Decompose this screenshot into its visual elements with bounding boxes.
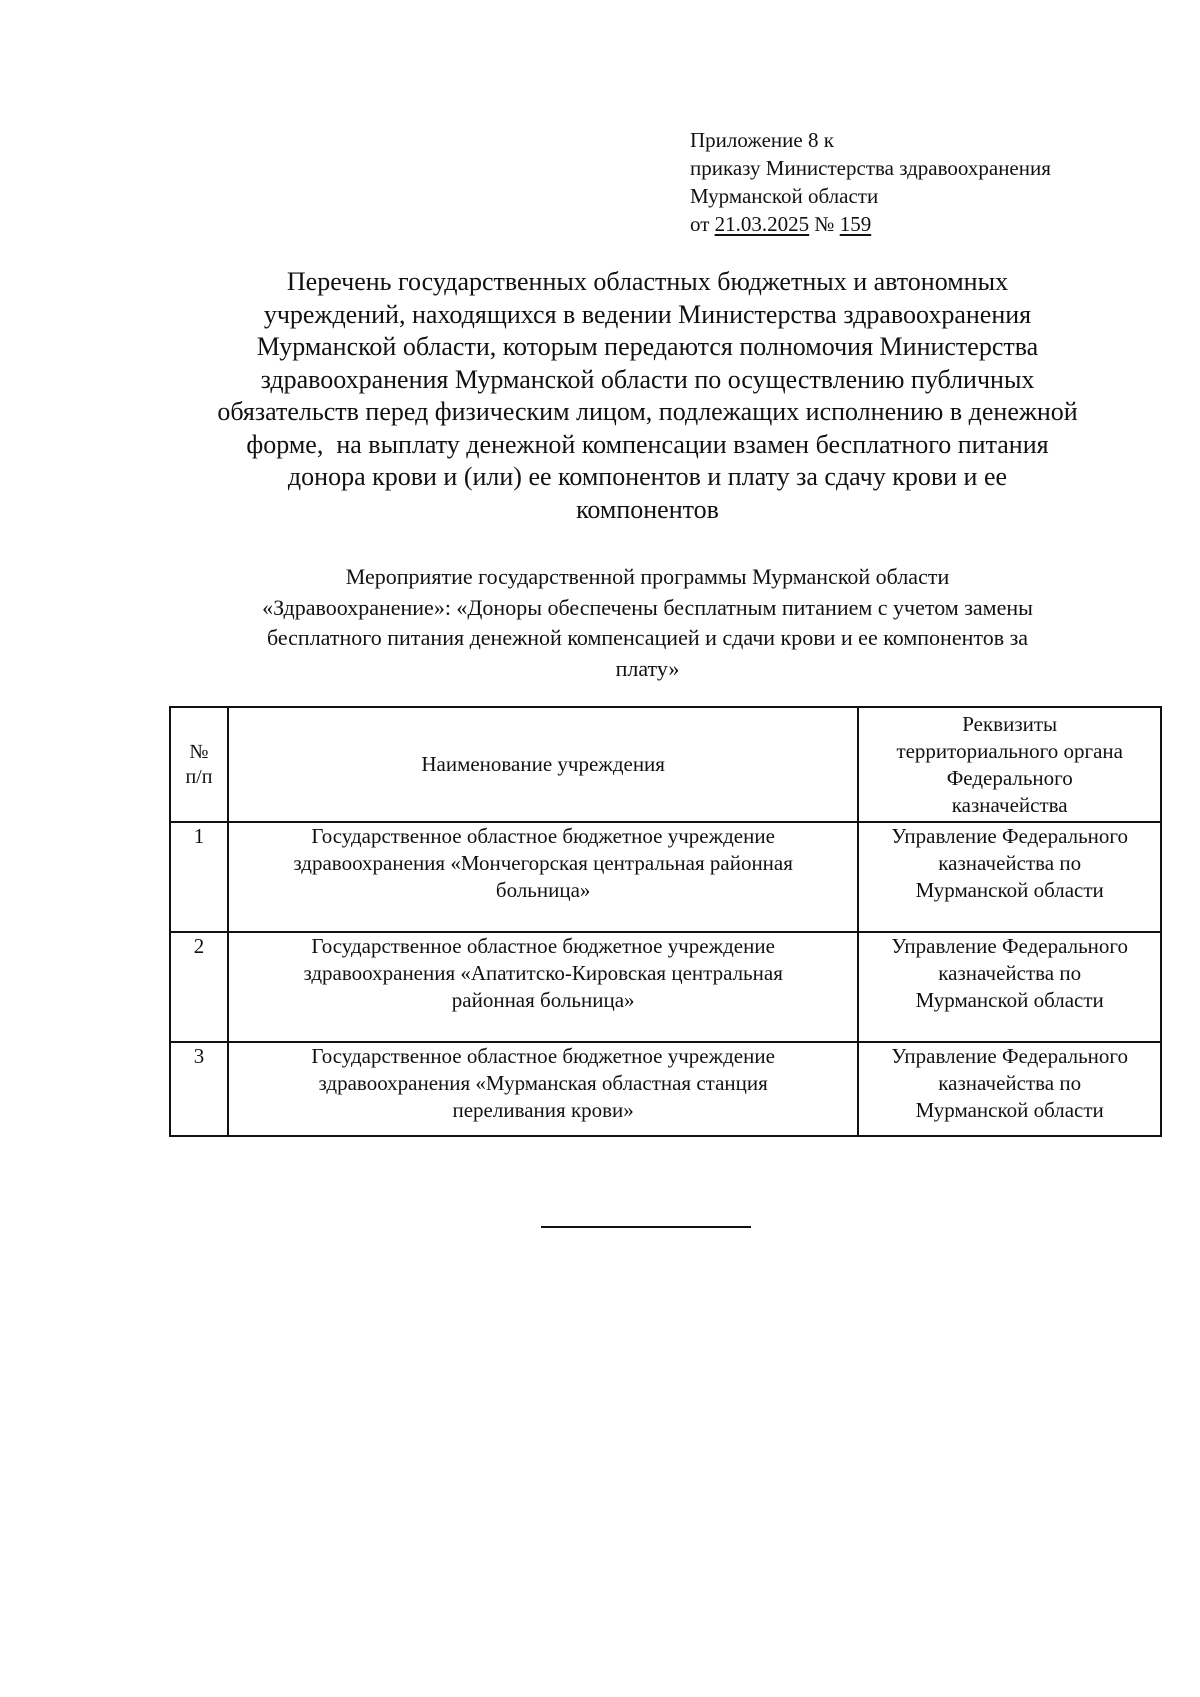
row-institution-name <box>228 1042 859 1136</box>
req-line: казначейства по <box>938 851 1082 875</box>
title-line: здравоохранения Мурманской области по осуществлению публичных <box>260 364 1035 394</box>
header-req-line: Реквизиты <box>962 711 1058 736</box>
req-line: Управление Федерального <box>891 824 1128 848</box>
event-line: «Здравоохранение»: «Доноры обеспечены бесплатным питанием с учетом замены <box>262 594 1033 620</box>
name-line: Государственное областное бюджетное учреждение <box>311 934 775 958</box>
row-institution-name <box>228 932 859 1042</box>
name-line: переливания крови» <box>452 1098 634 1122</box>
order-number: 159 <box>839 212 872 236</box>
appendix-from-prefix: от <box>690 212 710 236</box>
event-line: бесплатного питания денежной компенсацией и сдачи крови и ее компонентов за <box>266 625 1029 650</box>
header-req-line: казначейства <box>951 792 1068 817</box>
row-number: 1 <box>170 822 228 932</box>
title-line: Перечень государственных областных бюджетных и автономных <box>286 267 1009 296</box>
row-treasury-requisites <box>858 822 1161 932</box>
req-line: Мурманской области <box>915 988 1104 1012</box>
name-line: районная больница» <box>451 988 635 1012</box>
req-line: Мурманской области <box>915 878 1104 902</box>
title-line: форме, на выплату денежной компенсации взамен бесплатного питания <box>246 429 1049 459</box>
row-institution-name <box>228 822 859 932</box>
table-row <box>170 1042 1161 1136</box>
institutions-table <box>169 706 1162 1137</box>
header-number-symbol: № <box>189 740 209 763</box>
req-line: казначейства по <box>938 961 1082 985</box>
header-treasury-requisites <box>858 707 1161 822</box>
title-line: донора крови и (или) ее компонентов и плату за сдачу крови и ее <box>287 462 1008 491</box>
header-req-line: Федерального <box>946 765 1073 790</box>
table-header-row <box>170 707 1161 822</box>
title-line: Мурманской области, которым передаются полномочия Министерства <box>256 332 1039 361</box>
title-line: компонентов <box>576 494 719 524</box>
req-line: казначейства по <box>938 1071 1082 1095</box>
header-number-label: п/п <box>185 765 213 788</box>
title-line: обязательств перед физическим лицом, подлежащих исполнению в денежной <box>217 397 1078 426</box>
header-institution-name: Наименование учреждения <box>228 707 859 822</box>
req-line: Мурманской области <box>915 1098 1104 1122</box>
name-line: здравоохранения «Апатитско-Кировская центральная <box>303 961 783 985</box>
table-row <box>170 932 1161 1042</box>
closing-divider-line <box>541 1226 751 1228</box>
name-line: здравоохранения «Мурманская областная станция <box>318 1071 768 1095</box>
row-number: 3 <box>170 1042 228 1136</box>
row-number: 2 <box>170 932 228 1042</box>
appendix-header <box>690 126 1051 238</box>
appendix-line-3: Мурманской области <box>690 184 879 208</box>
table-row <box>170 822 1161 932</box>
appendix-order-line <box>690 210 1051 238</box>
name-line: больница» <box>495 878 591 902</box>
name-line: здравоохранения «Мончегорская центральная районная <box>293 851 793 875</box>
req-line: Управление Федерального <box>891 934 1128 958</box>
program-event-description <box>160 562 1135 684</box>
appendix-line-2: приказу Министерства здравоохранения <box>690 156 1051 180</box>
req-line: Управление Федерального <box>891 1044 1128 1068</box>
event-line: Мероприятие государственной программы Мурманской области <box>345 564 950 589</box>
row-treasury-requisites <box>858 932 1161 1042</box>
order-number-sign: № <box>814 212 835 236</box>
appendix-line-1: Приложение 8 к <box>690 128 834 152</box>
header-number <box>170 707 228 822</box>
event-line: плату» <box>615 655 680 681</box>
document-title <box>160 266 1135 526</box>
name-line: Государственное областное бюджетное учреждение <box>311 824 775 848</box>
name-line: Государственное областное бюджетное учреждение <box>311 1044 775 1068</box>
title-line: учреждений, находящихся в ведении Министерства здравоохранения <box>263 299 1032 329</box>
row-treasury-requisites <box>858 1042 1161 1136</box>
order-date: 21.03.2025 <box>714 212 810 236</box>
header-req-line: территориального органа <box>896 738 1123 763</box>
